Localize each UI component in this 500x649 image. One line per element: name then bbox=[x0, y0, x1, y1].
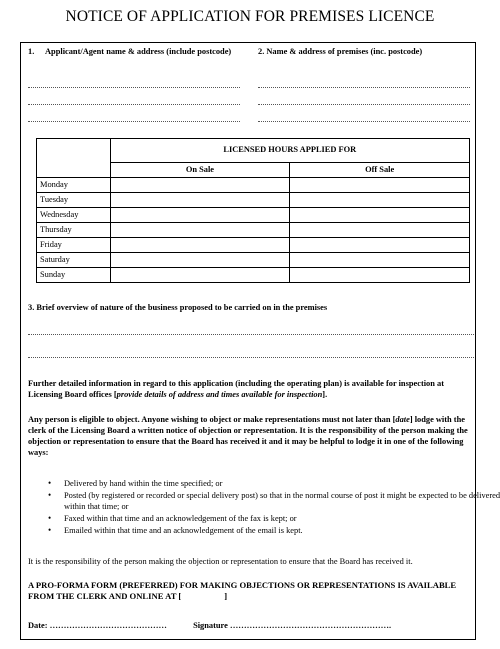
on-sale-cell[interactable] bbox=[110, 178, 290, 193]
list-item: • Delivered by hand within the time specified; or bbox=[64, 478, 500, 489]
day-label: Thursday bbox=[37, 223, 111, 238]
objection-text-em: date bbox=[395, 415, 410, 424]
business-line-2[interactable] bbox=[28, 357, 474, 358]
off-sale-cell[interactable] bbox=[290, 208, 470, 223]
signature-field[interactable]: Signature …………………………………………………. bbox=[193, 621, 392, 630]
table-row bbox=[37, 208, 470, 223]
info-text-b: ]. bbox=[322, 390, 328, 399]
premises-line-3[interactable] bbox=[258, 121, 470, 122]
table-row bbox=[37, 178, 470, 193]
lodging-methods-list bbox=[28, 478, 500, 537]
off-sale-cell[interactable] bbox=[290, 268, 470, 283]
list-item: • Emailed within that time and an acknowledgement of the email is kept. bbox=[64, 525, 500, 536]
off-sale-cell[interactable] bbox=[290, 253, 470, 268]
on-sale-cell[interactable] bbox=[110, 193, 290, 208]
table-row bbox=[37, 253, 470, 268]
table-row bbox=[37, 268, 470, 283]
off-sale-cell[interactable] bbox=[290, 223, 470, 238]
col-on-sale: On Sale bbox=[110, 162, 290, 177]
on-sale-cell[interactable] bbox=[110, 268, 290, 283]
day-label: Monday bbox=[37, 178, 111, 193]
table-row bbox=[37, 193, 470, 208]
hours-heading: LICENSED HOURS APPLIED FOR bbox=[110, 139, 469, 163]
proforma-notice: A PRO-FORMA FORM (PREFERRED) FOR MAKING OBJECTIONS OR REPRESENTATIONS IS AVAILABLE FROM THE CLERK AND ONLINE AT [ ] bbox=[28, 580, 459, 601]
licensed-hours-table bbox=[36, 138, 470, 283]
info-text-em: provide details of address and times available for inspection bbox=[116, 390, 323, 399]
col-off-sale: Off Sale bbox=[290, 162, 470, 177]
applicant-line-1[interactable] bbox=[28, 87, 240, 88]
signature-footer bbox=[28, 621, 468, 630]
table-row bbox=[37, 238, 470, 253]
on-sale-cell[interactable] bbox=[110, 208, 290, 223]
on-sale-cell[interactable] bbox=[110, 238, 290, 253]
page-title: NOTICE OF APPLICATION FOR PREMISES LICENCE bbox=[65, 8, 435, 25]
table-row bbox=[37, 223, 470, 238]
on-sale-cell[interactable] bbox=[110, 223, 290, 238]
form-frame bbox=[20, 42, 476, 640]
off-sale-cell[interactable] bbox=[290, 238, 470, 253]
info-paragraph bbox=[28, 378, 474, 400]
day-label: Saturday bbox=[37, 253, 111, 268]
business-line-1[interactable] bbox=[28, 334, 474, 335]
off-sale-cell[interactable] bbox=[290, 178, 470, 193]
day-label: Sunday bbox=[37, 268, 111, 283]
list-item: • Faxed within that time and an acknowledgement of the fax is kept; or bbox=[64, 513, 500, 524]
date-field[interactable]: Date: …………………………………… bbox=[28, 621, 167, 630]
list-item: • Posted (by registered or recorded or special delivery post) so that in the normal course of post it might be expected to be delivered within that time; or bbox=[64, 490, 500, 512]
section-1-number: 1. bbox=[28, 47, 35, 56]
applicant-line-3[interactable] bbox=[28, 121, 240, 122]
on-sale-cell[interactable] bbox=[110, 253, 290, 268]
premises-line-2[interactable] bbox=[258, 104, 470, 105]
day-label: Tuesday bbox=[37, 193, 111, 208]
section-2-label: 2. Name & address of premises (inc. postcode) bbox=[258, 47, 423, 56]
objection-text-a: Any person is eligible to object. Anyone wishing to object or make representations must not later than [ bbox=[28, 415, 396, 424]
premises-line-1[interactable] bbox=[258, 87, 470, 88]
objection-paragraph bbox=[28, 414, 474, 458]
section-1-label: Applicant/Agent name & address (include postcode) bbox=[45, 47, 232, 56]
info-text-a: Further detailed information in regard to this application (including the operating plan) is available for inspection at Licensing Board offices [ bbox=[28, 379, 444, 399]
off-sale-cell[interactable] bbox=[290, 193, 470, 208]
table-corner bbox=[37, 139, 111, 178]
applicant-line-2[interactable] bbox=[28, 104, 240, 105]
day-label: Friday bbox=[37, 238, 111, 253]
objection-text-b: ] lodge with the clerk of the Licensing Board a written notice of objection or representation. It is the responsibility of the person making the objection or representation to ensure that the Board has received it and it may be helpful to lodge it in one of the following ways: bbox=[28, 415, 468, 457]
responsibility-text: It is the responsibility of the person making the objection or representation to ensure that the Board has received it. bbox=[28, 557, 413, 566]
section-3-label: 3. Brief overview of nature of the business proposed to be carried on in the premises bbox=[28, 303, 328, 312]
day-label: Wednesday bbox=[37, 208, 111, 223]
